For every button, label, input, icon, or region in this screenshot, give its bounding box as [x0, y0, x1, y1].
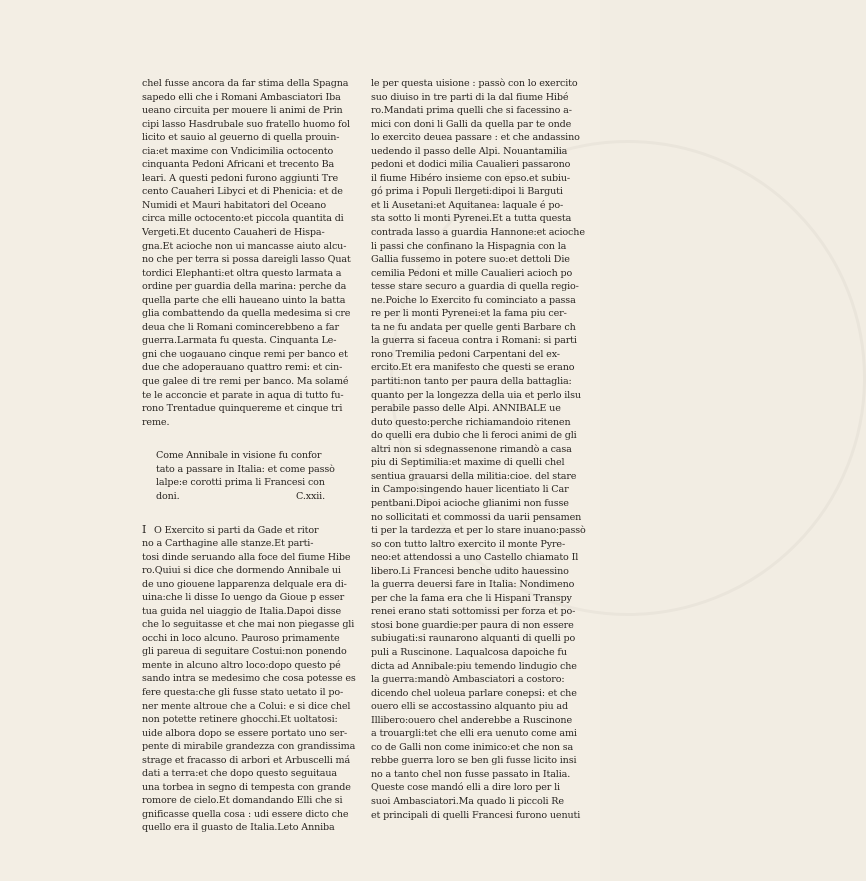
text-line: lo exercito deuea passare : et che andassino: [371, 132, 580, 144]
text-line: sapedo elli che i Romani Ambasciatori Iba: [142, 91, 341, 103]
heading-line: lalpe:e corotti prima li Francesi con: [156, 477, 325, 489]
text-line: pedoni et dodici milia Caualieri passarono: [371, 159, 571, 171]
text-line: romore de cielo.Et domandando Elli che si: [142, 795, 343, 807]
text-line: Gallia fussemo in potere suo:et dettoli Die: [371, 254, 570, 266]
text-line: in Campo:singendo hauer licentiato li Car: [371, 484, 569, 496]
spacer: [142, 429, 329, 449]
text-line: dati a terra:et che dopo questo seguitaua: [142, 768, 337, 780]
text-line: dicta ad Annibale:piu temendo lindugio che: [371, 660, 577, 672]
right-column-text: [371, 77, 586, 822]
text-line: due che adoperauano quattro remi: et cin-: [142, 362, 343, 374]
text-line: mente in alcuno altro loco:dopo questo pé: [142, 659, 341, 671]
text-line: libero.Li Francesi benche udito hauessino: [371, 565, 569, 577]
text-line: la guerra:mandò Ambasciatori a costoro:: [371, 674, 565, 686]
text-line: subiugati:si raunarono alquanti di quelli po: [371, 633, 576, 645]
text-line: ner mente altroue che a Colui: e si dice chel: [142, 700, 351, 712]
text-line: uedendo il passo delle Alpi. Nouantamilia: [371, 145, 568, 157]
left-column-text-bottom: [142, 537, 356, 835]
text-line: cinquanta Pedoni Africani et trecento Ba: [142, 159, 335, 171]
text-line: uina:che li disse Io uengo da Gioue p esser: [142, 592, 345, 604]
text-line: neo:et attendossi a uno Castello chiamato Il: [371, 552, 579, 564]
guide-initial-letter: I: [142, 523, 147, 537]
text-line: cipi lasso Hasdrubale suo fratello huomo fol: [142, 118, 350, 130]
text-line: ti per la tardezza et per lo stare inuano:passò: [371, 525, 586, 537]
text-line: per che la fama era che li Hispani Transpy: [371, 592, 572, 604]
text-line: stosi bone guardie:per paura di non essere: [371, 619, 574, 631]
text-line: gna.Et acioche non ui mancasse aiuto alcu-: [142, 240, 347, 252]
text-line: sentiua grauarsi della militia:cioe. del stare: [371, 470, 577, 482]
first-line-text: O Exercito si parti da Gade et ritor: [154, 525, 319, 537]
text-line: quello era il guasto de Italia.Leto Anniba: [142, 822, 335, 834]
text-line: chel fusse ancora da far stima della Spagna: [142, 78, 349, 89]
text-line: te le acconcie et parate in aqua di tutto fu-: [142, 389, 344, 401]
text-line: tesse stare securo a guardia di quella regio-: [371, 281, 579, 293]
text-line: strage et fracasso di arbori et Arbuscelli má: [142, 754, 351, 766]
text-line: ta ne fu andata per quelle genti Barbare ch: [371, 321, 576, 333]
text-line: que galee di tre remi per banco. Ma solamé: [142, 376, 349, 388]
text-line: cia:et maxime con Vndicimilia octocento: [142, 145, 334, 157]
text-line: do quelli era dubio che li feroci animi de gli: [371, 430, 577, 442]
chapter-number: C.xxii.: [295, 490, 325, 502]
text-line: ne.Poiche lo Exercito fu cominciato a passa: [371, 294, 576, 306]
text-line: Numidi et Mauri habitatori del Oceano: [142, 199, 327, 211]
text-line: ueano circuita per mouere li animi de Prin: [142, 105, 343, 117]
spacer: [142, 503, 329, 523]
text-line: renei erano stati sottomissi per forza et po-: [371, 606, 576, 618]
text-line: de uno giouene lapparenza delquale era di-: [142, 578, 347, 590]
text-line: gó prima i Populi Ilergeti:dipoi li Barguti: [371, 186, 563, 198]
text-line: ordine per guardia della marina: perche da: [142, 281, 347, 293]
text-line: altri non si sdegnassenone rimandò a casa: [371, 443, 572, 455]
text-line: rono Trentadue quinquereme et cinque tri: [142, 403, 343, 415]
text-line: dicendo chel uoleua parlare conepsi: et che: [371, 687, 577, 699]
text-line: uide albora dopo se essere portato uno ser-: [142, 727, 348, 739]
text-line: sando intra se medesimo che cosa potesse es: [142, 673, 356, 685]
text-line: ouero elli se accostassino alquanto piu ad: [371, 701, 568, 713]
text-line: tua guida nel uiaggio de Italia.Dapoi disse: [142, 605, 342, 617]
text-line: pente di mirabile grandezza con grandissima: [142, 741, 356, 753]
text-line: gni che uogauano cinque remi per banco et: [142, 348, 348, 360]
text-line: no a tanto chel non fusse passato in Italia.: [371, 768, 571, 780]
heading-last-word: doni.: [156, 490, 180, 502]
text-line: non potette retinere ghocchi.Et uoltatosi:: [142, 714, 338, 726]
text-line: tosi dinde seruando alla foce del fiume Hibe: [142, 551, 351, 563]
text-line: cento Cauaheri Libyci et di Phenicia: et de: [142, 186, 343, 198]
text-line: la guerra si faceua contra i Romani: si parti: [371, 335, 577, 347]
text-line: et li Ausetani:et Aquitanea: laquale é po-: [371, 199, 564, 211]
text-line: re per li monti Pyrenei:et la fama piu cer-: [371, 308, 567, 320]
left-column-text-top: [142, 77, 351, 429]
text-line: partiti:non tanto per paura della battaglia:: [371, 376, 572, 388]
text-line: gnificasse quella cosa : udi essere dicto che: [142, 808, 349, 820]
text-line: et principali di quelli Francesi furono uenuti: [371, 809, 581, 821]
text-line: pentbani.Dipoi acioche glianimi non fusse: [371, 497, 569, 509]
text-line: leari. A questi pedoni furono aggiunti Tre: [142, 172, 338, 184]
text-line: Vergeti.Et ducento Cauaheri de Hispa-: [142, 227, 325, 239]
text-line: le per questa uisione : passò con lo exercito: [371, 78, 578, 89]
text-line: Illibero:ouero chel anderebbe a Ruscinone: [371, 714, 572, 726]
text-line: ro.Mandati prima quelli che si facessino a-: [371, 105, 572, 117]
text-line: che lo seguitasse et che mai non piegasse gli: [142, 619, 355, 631]
text-line: ro.Quiui si dice che dormendo Annibale ui: [142, 565, 341, 577]
text-line: glia combattendo da quella medesima si cre: [142, 308, 351, 320]
left-column: [142, 77, 356, 835]
text-line: li passi che confinano la Hispagnia con la: [371, 240, 567, 252]
heading-line: tato a passare in Italia: et come passò: [156, 463, 335, 475]
text-line: sta sotto li monti Pyrenei.Et a tutta questa: [371, 213, 572, 225]
text-line: ercito.Et era manifesto che questi se erano: [371, 362, 575, 374]
text-line: co de Galli non come inimico:et che non sa: [371, 741, 574, 753]
text-line: gli pareua di seguitare Costui:non ponendo: [142, 646, 347, 658]
text-line: no che per terra si possa dareigli lasso Quat: [142, 254, 351, 266]
text-line: reme.: [142, 416, 170, 428]
chapter-first-line: [142, 523, 329, 537]
heading-line-last: [142, 490, 329, 504]
text-line: duto questo:perche richiamandoio ritenen: [371, 416, 571, 428]
text-line: contrada lasso a guardia Hannone:et acioche: [371, 227, 585, 239]
text-line: so con tutto laltro exercito il monte Pyre-: [371, 538, 566, 550]
text-line: suoi Ambasciatori.Ma quado li piccoli Re: [371, 795, 564, 807]
heading-line: Come Annibale in visione fu confor: [156, 450, 322, 462]
text-line: rebbe guerra loro se ben gli fusse licito insi: [371, 755, 577, 767]
right-column: [371, 77, 586, 822]
text-line: quella parte che elli haueano uinto la batta: [142, 294, 346, 306]
text-line: la guerra deuersi fare in Italia: Nondimeno: [371, 579, 575, 591]
text-line: una torbea in segno di tempesta con grande: [142, 781, 351, 793]
text-line: mici con doni li Galli da quella par te onde: [371, 118, 572, 130]
text-line: guerra.Larmata fu questa. Cinquanta Le-: [142, 335, 337, 347]
text-line: rono Tremilia pedoni Carpentani del ex-: [371, 348, 560, 360]
text-line: tordici Elephanti:et oltra questo larmata a: [142, 267, 342, 279]
text-line: cemilia Pedoni et mille Caualieri acioch po: [371, 267, 573, 279]
text-line: licito et sauio al geuerno di quella prouin-: [142, 132, 340, 144]
text-line: il fiume Hibéro insieme con epso.et subiu-: [371, 172, 571, 184]
text-line: occhi in loco alcuno. Pauroso primamente: [142, 632, 340, 644]
text-line: a trouargli:tet che elli era uenuto come ami: [371, 728, 577, 740]
text-line: piu di Septimilia:et maxime di quelli chel: [371, 457, 565, 469]
text-line: quanto per la longezza della uia et perlo ilsu: [371, 389, 581, 401]
text-line: perabile passo delle Alpi. ANNIBALE ue: [371, 403, 561, 415]
text-line: Queste cose mandó elli a dire loro per li: [371, 782, 560, 794]
chapter-heading: [142, 449, 335, 503]
text-line: suo diuiso in tre parti di la dal fiume Hibé: [371, 91, 569, 103]
text-line: no a Carthagine alle stanze.Et parti-: [142, 537, 314, 549]
text-line: puli a Ruscinone. Laqualcosa dapoiche fu: [371, 646, 567, 658]
text-line: deua che li Romani comincerebbeno a far: [142, 321, 339, 333]
text-line: circa mille octocento:et piccola quantita di: [142, 213, 344, 225]
text-line: fere questa:che gli fusse stato uetato il po-: [142, 686, 344, 698]
text-line: no sollicitati et commossi da uarii pensamen: [371, 511, 582, 523]
